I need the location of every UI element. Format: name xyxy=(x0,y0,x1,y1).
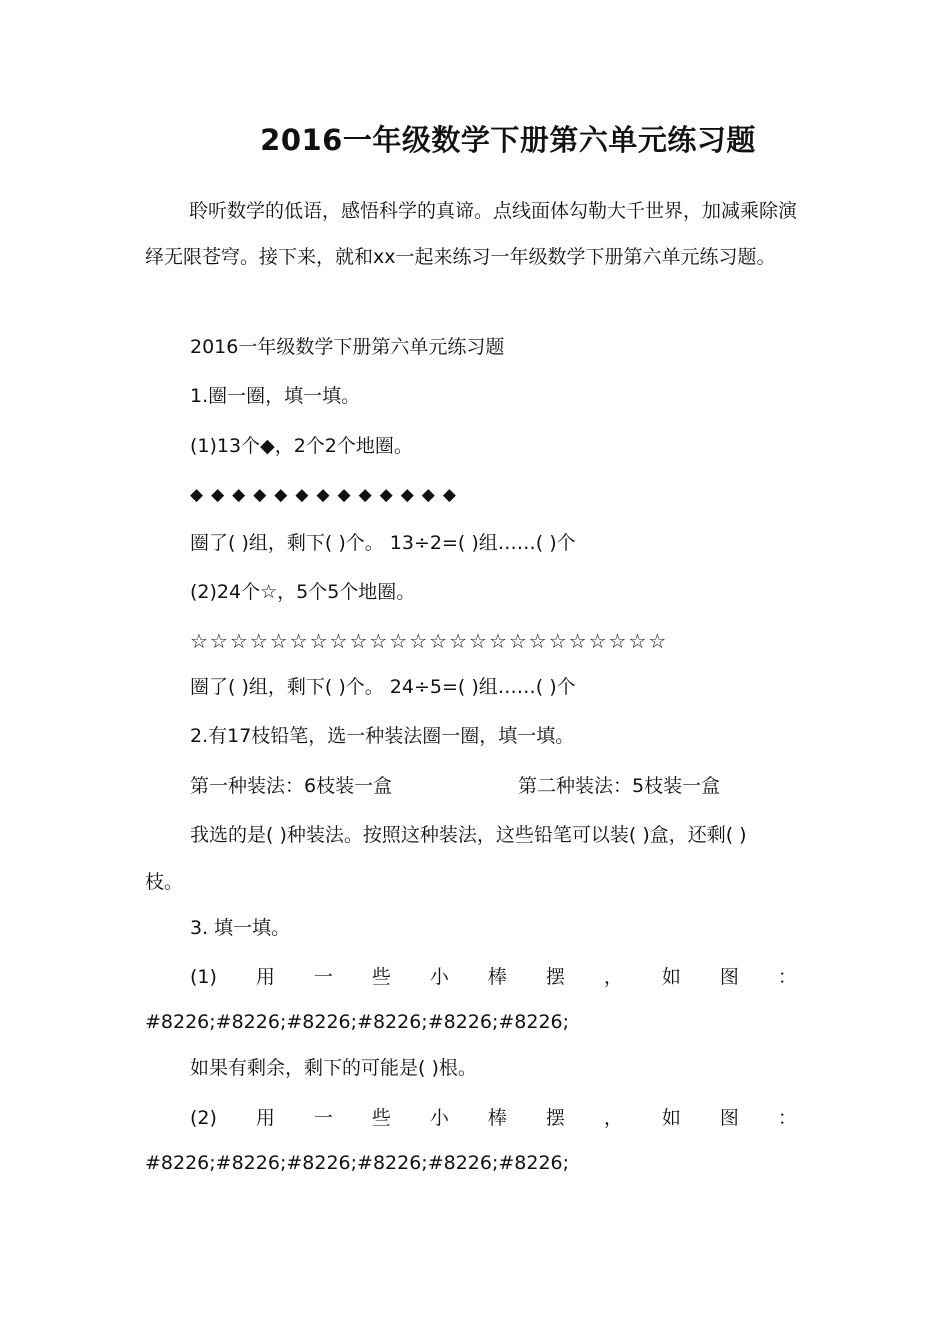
q3-1-word: 一 xyxy=(313,966,333,988)
q3-2-word: 棒 xyxy=(487,1107,507,1129)
question-1-heading: 1.圈一圈，填一填。 xyxy=(190,385,361,407)
question-3-1-code: #8226;#8226;#8226;#8226;#8226;#8226; xyxy=(145,1011,570,1033)
q3-1-word: 如 xyxy=(661,966,681,988)
q3-1-word: 些 xyxy=(371,966,391,988)
q3-1-word: 棒 xyxy=(487,966,507,988)
q3-2-word: 小 xyxy=(429,1107,449,1129)
q3-1-word: 摆 xyxy=(545,966,565,988)
q3-2-word: 如 xyxy=(661,1107,681,1129)
q3-1-word: (1) xyxy=(190,966,217,988)
q3-2-word: 些 xyxy=(371,1107,391,1129)
q3-1-word: 用 xyxy=(255,966,275,988)
q3-1-word: 图 xyxy=(719,966,739,988)
intro-paragraph: 聆听数学的低语，感悟科学的真谛。点线面体勾勒大千世界，加减乘除演绎无限苍穹。接下来，就和xx一起来练习一年级数学下册第六单元练习题。 xyxy=(145,200,798,268)
question-3-1 xyxy=(190,962,797,992)
q3-2-word: 摆 xyxy=(545,1107,565,1129)
q3-1-word: ， xyxy=(603,966,623,988)
q3-2-word: 图 xyxy=(719,1107,739,1129)
packing-method-1: 第一种装法：6枝装一盒 xyxy=(190,775,393,797)
question-1-2: (2)24个☆，5个5个地圈。 xyxy=(190,581,416,603)
question-1-2-fill: 圈了( )组，剩下( )个。 24÷5=( )组……( )个 xyxy=(190,676,576,698)
question-3-2 xyxy=(190,1103,797,1133)
question-2-fill-end: 枝。 xyxy=(145,871,184,893)
q3-2-word: ， xyxy=(603,1107,623,1129)
question-2-heading: 2.有17枝铅笔，选一种装法圈一圈，填一填。 xyxy=(190,725,575,747)
q3-2-word: 用 xyxy=(255,1107,275,1129)
star-symbols: ☆☆☆☆☆☆☆☆☆☆☆☆☆☆☆☆☆☆☆☆☆☆☆☆ xyxy=(190,629,669,653)
question-1-1: (1)13个◆，2个2个地圈。 xyxy=(190,435,413,457)
subtitle: 2016一年级数学下册第六单元练习题 xyxy=(190,336,505,358)
question-2-fill: 我选的是( )种装法。按照这种装法，这些铅笔可以装( )盒，还剩( ) xyxy=(190,824,747,846)
diamond-symbols: ◆◆◆◆◆◆◆◆◆◆◆◆◆ xyxy=(190,485,464,505)
question-3-1-fill: 如果有剩余，剩下的可能是( )根。 xyxy=(190,1057,477,1079)
q3-2-word: (2) xyxy=(190,1107,217,1129)
q3-1-word: 小 xyxy=(429,966,449,988)
q3-2-word: ： xyxy=(777,1107,797,1129)
document-title: 2016一年级数学下册第六单元练习题 xyxy=(260,123,756,157)
question-3-heading: 3. 填一填。 xyxy=(190,917,291,939)
question-3-2-code: #8226;#8226;#8226;#8226;#8226;#8226; xyxy=(145,1152,570,1174)
packing-method-2: 第二种装法：5枝装一盒 xyxy=(518,775,721,797)
q3-1-word: ： xyxy=(777,966,797,988)
q3-2-word: 一 xyxy=(313,1107,333,1129)
question-1-1-fill: 圈了( )组，剩下( )个。 13÷2=( )组……( )个 xyxy=(190,532,576,554)
